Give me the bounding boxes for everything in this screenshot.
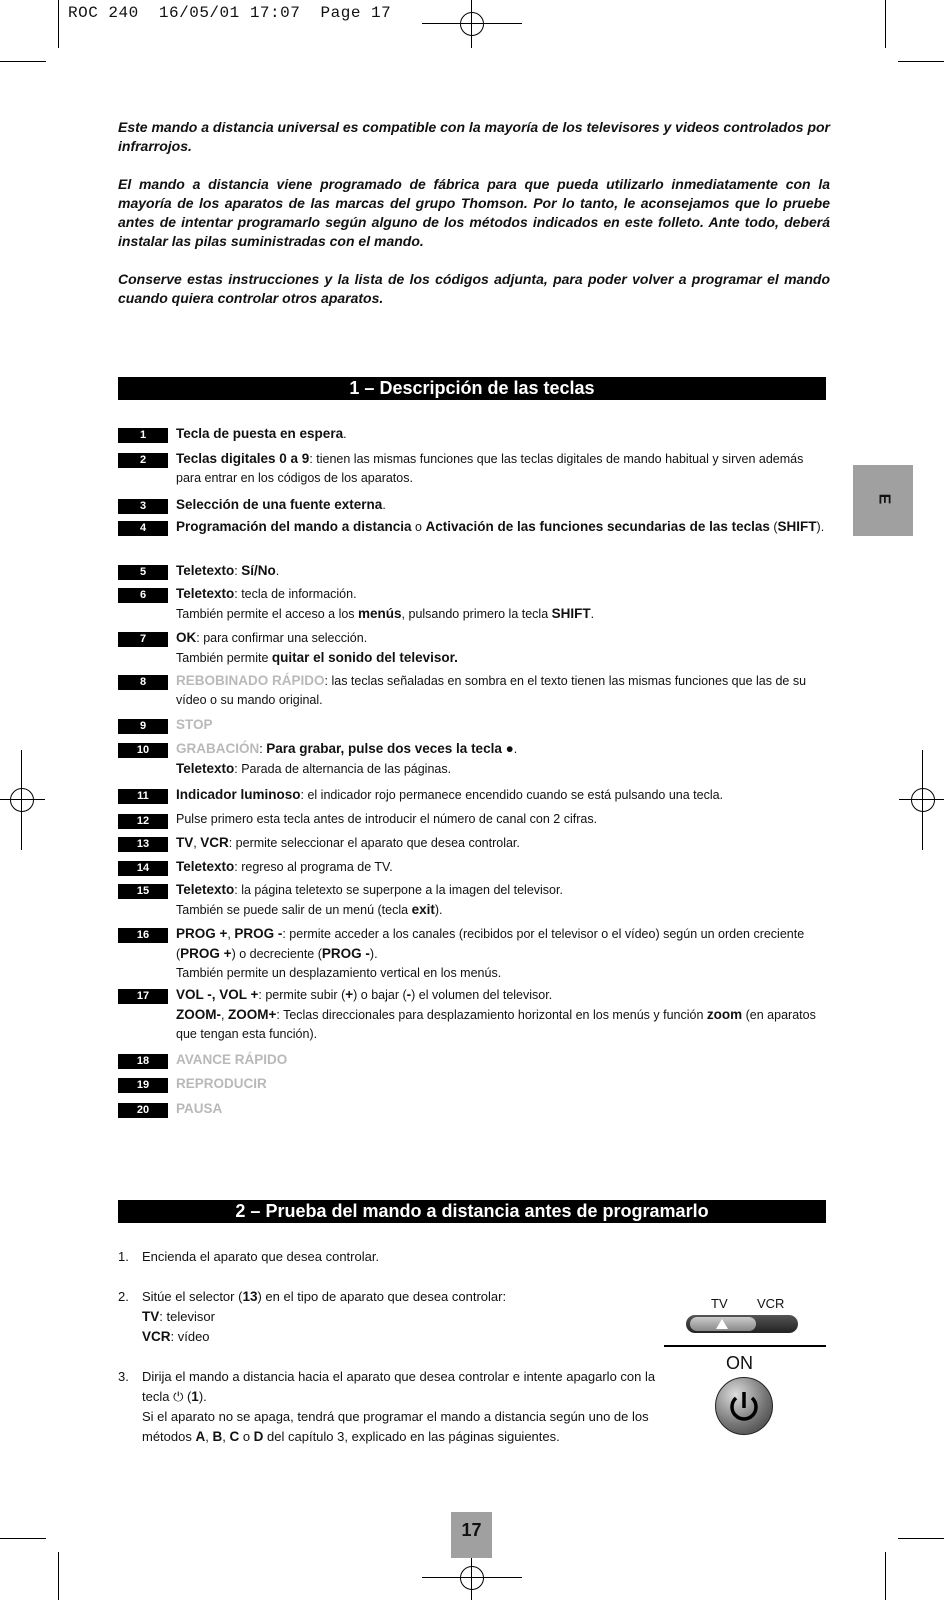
key-description-row — [118, 1050, 830, 1070]
crop-mark — [58, 0, 59, 48]
key-number-badge: 9 — [118, 719, 168, 734]
key-number-badge: 8 — [118, 675, 168, 690]
text: : Teclas direccionales para desplazamiento horizontal en los menús y función — [276, 1008, 707, 1022]
crop-mark — [898, 1538, 944, 1539]
bold-text: Indicador luminoso — [176, 787, 301, 802]
section-2-title: 2 – Prueba del mando a distancia antes de programarlo — [118, 1200, 826, 1223]
key-description-text — [176, 424, 830, 444]
text: ( — [769, 520, 778, 534]
key-description-text — [176, 833, 830, 853]
remote-illustration — [660, 1290, 828, 1440]
bold-text: VCR — [200, 835, 229, 850]
bold-text: VCR — [142, 1329, 171, 1344]
bold-text: C — [229, 1429, 240, 1444]
text: ). — [434, 903, 443, 917]
text: También se puede salir de un menú (tecla — [176, 903, 412, 917]
text: : la página teletexto se superpone a la imagen del televisor. — [234, 883, 563, 897]
step-text — [142, 1287, 658, 1347]
key-description-text — [176, 1099, 830, 1119]
key-description-text — [176, 449, 830, 488]
text: También permite un desplazamiento vertical en los menús. — [176, 966, 502, 980]
registration-mark — [460, 1566, 484, 1590]
key-number-badge: 14 — [118, 861, 168, 876]
text: , — [205, 1429, 213, 1444]
key-description-row — [118, 449, 830, 488]
key-description-text — [176, 517, 830, 537]
crop-mark — [898, 61, 944, 62]
text: . — [590, 607, 595, 621]
crop-mark — [0, 61, 46, 62]
key-description-text — [176, 628, 830, 668]
key-number-badge: 13 — [118, 837, 168, 852]
key-description-text — [176, 561, 830, 581]
bold-text: Teletexto — [176, 761, 235, 776]
key-number-badge: 15 — [118, 884, 168, 899]
registration-mark — [422, 1577, 522, 1578]
text: Encienda el aparato que desea controlar. — [142, 1249, 380, 1264]
bold-text: PROG + — [176, 926, 228, 941]
test-step — [118, 1367, 658, 1447]
key-description-text — [176, 924, 830, 983]
key-description-text — [176, 715, 830, 735]
text: ). — [816, 520, 825, 534]
intro-paragraph: Conserve estas instrucciones y la lista de los códigos adjunta, para poder volver a programar el mando cuando quiera controlar otros aparatos. — [118, 271, 830, 306]
step-number: 3. — [118, 1369, 129, 1384]
intro-paragraph: Este mando a distancia universal es compatible con la mayoría de los televisores y videos controlados por infrarrojos. — [118, 119, 830, 154]
test-step — [118, 1247, 658, 1267]
crop-mark — [58, 1552, 59, 1600]
bold-text: OK — [176, 630, 197, 645]
print-header: ROC 240 16/05/01 17:07 Page 17 — [68, 4, 392, 22]
key-description-row — [118, 561, 830, 581]
bold-text: D — [253, 1429, 264, 1444]
power-button — [715, 1377, 773, 1435]
bold-text: VOL -, VOL + — [176, 987, 259, 1002]
text: . — [275, 564, 280, 578]
crop-mark — [0, 1538, 46, 1539]
bold-text: ZOOM- — [176, 1007, 221, 1022]
power-icon — [716, 1378, 772, 1434]
text: o — [411, 520, 426, 534]
key-number-badge: 10 — [118, 743, 168, 758]
text: del capítulo 3, explicado en las páginas siguientes. — [263, 1429, 560, 1444]
registration-mark — [422, 23, 522, 24]
text: Pulse primero esta tecla antes de introducir el número de canal con 2 cifras. — [176, 812, 598, 826]
shaded-key-text: PAUSA — [176, 1101, 223, 1116]
text: : regreso al programa de TV. — [234, 860, 393, 874]
shaded-key-text: REPRODUCIR — [176, 1076, 267, 1091]
bold-text: exit — [411, 902, 435, 917]
key-description-text — [176, 1074, 830, 1094]
key-description-row — [118, 495, 830, 515]
language-tab — [853, 465, 913, 536]
bold-text: Teletexto — [176, 882, 235, 897]
registration-mark — [10, 788, 34, 812]
bold-text: Programación del mando a distancia — [176, 519, 412, 534]
text: : las teclas señaladas en sombra en el texto tienen las mismas funciones que las de su vídeo o su mando original. — [176, 674, 807, 707]
bold-text: Teclas digitales 0 a 9 — [176, 451, 310, 466]
text: : Parada de alternancia de las páginas. — [234, 762, 452, 776]
key-number-badge: 18 — [118, 1054, 168, 1069]
shaded-key-text: STOP — [176, 717, 213, 732]
bold-text: ZOOM+ — [227, 1007, 277, 1022]
bold-text: + — [345, 987, 354, 1002]
key-description-row — [118, 424, 830, 444]
key-description-row — [118, 785, 830, 805]
text: También permite — [176, 651, 272, 665]
text: ) el volumen del televisor. — [411, 988, 553, 1002]
shaded-key-text: AVANCE RÁPIDO — [176, 1052, 288, 1067]
key-description-row — [118, 1074, 830, 1094]
registration-mark — [21, 750, 22, 850]
text: : — [234, 564, 242, 578]
bold-text: PROG - — [234, 926, 283, 941]
text: Sitúe el selector ( — [142, 1289, 243, 1304]
bold-text: Para grabar, pulse dos veces la tecla ● — [266, 741, 514, 756]
page-number: 17 — [451, 1512, 492, 1558]
shaded-key-text: GRABACIÓN — [176, 741, 260, 756]
key-description-text — [176, 857, 830, 877]
text: : permite acceder a los canales (recibidos por el televisor o el vídeo) según un orden creciente ( — [176, 927, 805, 961]
key-number-badge: 6 — [118, 588, 168, 603]
text: : el indicador rojo permanece encendido cuando se está pulsando una tecla. — [300, 788, 724, 802]
text: : — [259, 742, 267, 756]
key-number-badge: 20 — [118, 1103, 168, 1118]
bold-text: SHIFT — [551, 606, 591, 621]
shaded-key-text: REBOBINADO RÁPIDO — [176, 673, 325, 688]
key-description-text — [176, 495, 830, 515]
key-number-badge: 11 — [118, 789, 168, 804]
tv-label: TV — [711, 1296, 728, 1311]
text: . — [513, 742, 518, 756]
registration-mark — [0, 799, 45, 800]
bold-text: Sí/No — [241, 563, 276, 578]
text: , — [221, 1008, 228, 1022]
bold-text: Teletexto — [176, 563, 235, 578]
intro-paragraph: El mando a distancia viene programado de fábrica para que pueda utilizarlo inmediatamente con la mayoría de los aparatos de las marcas del grupo Thomson. Por lo tanto, le aconsejamos que lo pruebe antes de intentar programarlo según alguno de los métodos indicados en este folleto. Ante todo, deberá instalar las pilas suministradas con el mando. — [118, 176, 830, 249]
key-description-row — [118, 833, 830, 853]
key-number-badge: 16 — [118, 928, 168, 943]
crop-mark — [885, 1552, 886, 1600]
key-number-badge: 3 — [118, 499, 168, 514]
text: : para confirmar una selección. — [196, 631, 368, 645]
text: , pulsando primero la tecla — [401, 607, 552, 621]
text: También permite el acceso a los — [176, 607, 359, 621]
text: . — [343, 427, 347, 441]
vcr-label: VCR — [757, 1296, 785, 1311]
key-description-row — [118, 517, 830, 537]
text: ). — [369, 947, 378, 961]
registration-mark — [460, 12, 484, 36]
text: : vídeo — [170, 1329, 210, 1344]
key-description-row — [118, 985, 830, 1044]
key-description-text — [176, 785, 830, 805]
key-description-text — [176, 880, 830, 920]
key-number-badge: 17 — [118, 989, 168, 1004]
bold-text: 13 — [242, 1289, 258, 1304]
key-description-text — [176, 810, 830, 829]
step-text — [142, 1367, 658, 1447]
text: ) o decreciente ( — [231, 947, 322, 961]
text: (en aparatos que tengan esta función). — [176, 1008, 816, 1041]
key-description-row — [118, 1099, 830, 1119]
text: : tecla de información. — [234, 587, 357, 601]
bold-text: Activación de las funciones secundarias de las teclas — [425, 519, 770, 534]
bold-text: menús — [358, 606, 402, 621]
key-description-row — [118, 857, 830, 877]
bold-text: PROG + — [180, 946, 232, 961]
key-number-badge: 7 — [118, 632, 168, 647]
key-number-badge: 1 — [118, 428, 168, 443]
text: , — [193, 836, 201, 850]
key-number-badge: 12 — [118, 814, 168, 829]
registration-mark — [471, 1556, 472, 1600]
text: : tienen las mismas funciones que las teclas digitales de mando habitual y sirven además para entrar en los códigos de los aparatos. — [176, 452, 804, 485]
bold-text: 1 — [191, 1389, 199, 1404]
step-number: 2. — [118, 1289, 129, 1304]
bold-text: SHIFT — [777, 519, 817, 534]
key-description-text — [176, 985, 830, 1044]
key-description-row — [118, 739, 830, 779]
bold-text: PROG - — [321, 946, 370, 961]
up-arrow-icon — [716, 1319, 728, 1329]
key-number-badge: 5 — [118, 565, 168, 580]
bold-text: TV — [176, 835, 194, 850]
text: ) en el tipo de aparato que desea controlar: — [257, 1289, 507, 1304]
bold-text: quitar el sonido del televisor. — [271, 650, 458, 665]
key-description-row — [118, 584, 830, 624]
step-number: 1. — [118, 1249, 129, 1264]
key-description-row — [118, 715, 830, 735]
bold-text: Tecla de puesta en espera — [176, 426, 344, 441]
language-tab-label: E — [875, 493, 893, 505]
bold-text: zoom — [706, 1007, 743, 1022]
bold-text: B — [212, 1429, 223, 1444]
text: . — [382, 498, 386, 512]
section-1-title: 1 – Descripción de las teclas — [118, 377, 826, 400]
registration-mark — [922, 750, 923, 850]
bold-text: Teletexto — [176, 586, 235, 601]
key-description-row — [118, 924, 830, 983]
divider — [664, 1345, 826, 1347]
bold-text: Selección de una fuente externa — [176, 497, 383, 512]
text: , — [227, 927, 235, 941]
key-description-row — [118, 880, 830, 920]
registration-mark — [911, 788, 935, 812]
registration-mark — [899, 799, 944, 800]
registration-mark — [471, 0, 472, 48]
key-description-row — [118, 628, 830, 668]
bold-text: Teletexto — [176, 859, 235, 874]
key-number-badge: 4 — [118, 521, 168, 536]
text: : permite subir ( — [258, 988, 346, 1002]
text: o — [239, 1429, 254, 1444]
key-description-text — [176, 584, 830, 624]
bold-text: A — [195, 1429, 206, 1444]
key-description-text — [176, 671, 830, 710]
text: ). — [198, 1389, 207, 1404]
on-label: ON — [726, 1353, 753, 1373]
text: ) o bajar ( — [353, 988, 407, 1002]
text: : televisor — [159, 1309, 215, 1324]
key-description-text — [176, 1050, 830, 1070]
test-step — [118, 1287, 658, 1347]
key-description-row — [118, 671, 830, 710]
text: Dirija el mando a distancia hacia el aparato que desea controlar e intente apagarlo con la tecla ⏻ ( — [142, 1369, 656, 1404]
key-number-badge: 2 — [118, 453, 168, 468]
key-description-row — [118, 810, 830, 829]
crop-mark — [885, 0, 886, 48]
key-description-text — [176, 739, 830, 779]
bold-text: - — [406, 987, 412, 1002]
text: : permite seleccionar el aparato que desea controlar. — [228, 836, 520, 850]
text: Si el aparato no se apaga, tendrá que programar el mando a distancia según uno de los métodos — [142, 1409, 649, 1444]
step-text — [142, 1247, 658, 1267]
text: , — [222, 1429, 230, 1444]
key-number-badge: 19 — [118, 1078, 168, 1093]
bold-text: TV — [142, 1309, 160, 1324]
